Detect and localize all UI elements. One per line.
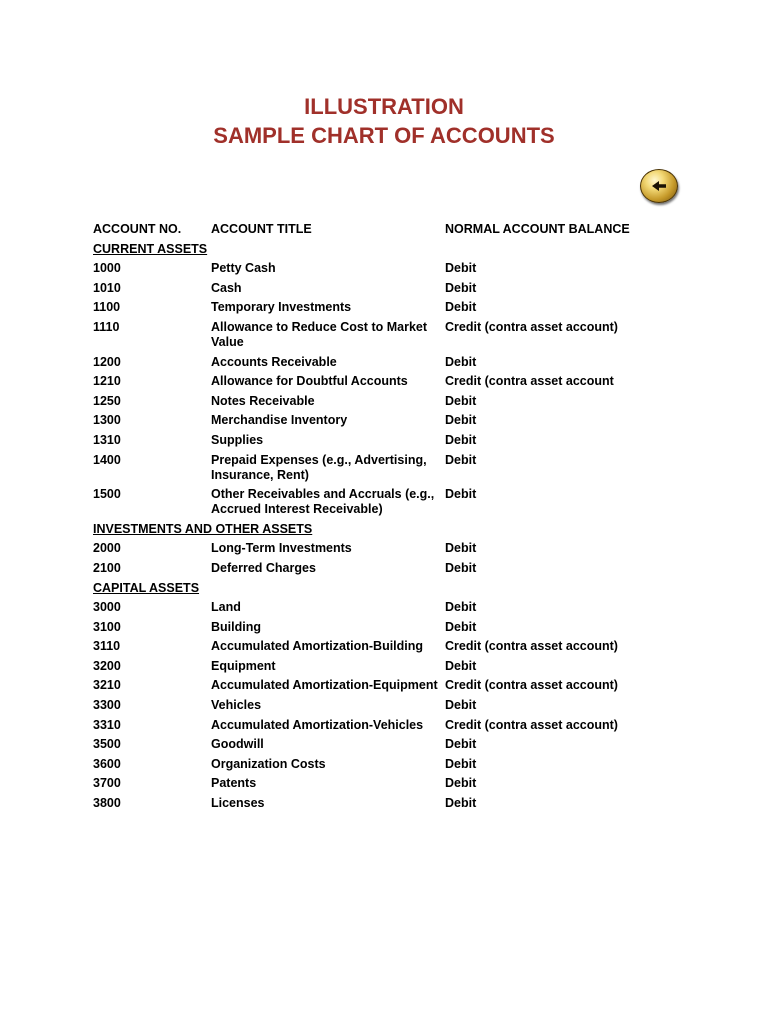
accounts-table (93, 222, 653, 816)
table-row (93, 776, 653, 791)
back-button[interactable] (640, 169, 678, 203)
account-title-cell: Prepaid Expenses (e.g., Advertising, Insurance, Rent) (211, 452, 427, 482)
normal-balance-cell: Credit (contra asset account (445, 374, 614, 389)
account-title-cell: Land (211, 600, 241, 615)
account-no-cell: 1000 (93, 261, 121, 276)
account-no-cell: 1300 (93, 413, 121, 428)
account-title-cell: Allowance for Doubtful Accounts (211, 374, 408, 389)
table-row (93, 698, 653, 713)
normal-balance-cell: Debit (445, 432, 477, 447)
table-row (93, 796, 653, 811)
account-title-cell: Vehicles (211, 698, 262, 713)
normal-balance-cell: Debit (445, 619, 477, 634)
table-row (93, 413, 653, 428)
normal-balance-cell: Debit (445, 413, 477, 428)
normal-balance-cell: Debit (445, 393, 477, 408)
table-row (93, 433, 653, 448)
account-no-cell: 1110 (93, 319, 120, 334)
table-header (93, 222, 653, 237)
sections-container (93, 242, 653, 811)
account-no-cell: 3200 (93, 658, 121, 673)
account-title-cell: Merchandise Inventory (211, 413, 348, 428)
account-no-cell: 3310 (93, 717, 121, 732)
account-title-cell: Deferred Charges (211, 560, 316, 575)
account-title-cell: Other Receivables and Accruals (e.g., Accrued Interest Receivable) (211, 487, 435, 517)
account-title-cell: Goodwill (211, 737, 264, 752)
account-no-cell: 1210 (93, 374, 121, 389)
normal-balance-cell: Debit (445, 280, 477, 295)
normal-balance-cell: Debit (445, 541, 477, 556)
table-row (93, 487, 653, 517)
normal-balance-cell: Debit (445, 796, 477, 811)
normal-balance-cell: Credit (contra asset account) (445, 678, 618, 693)
account-title-cell: Accumulated Amortization-Equipment (211, 678, 438, 693)
table-row (93, 620, 653, 635)
header-account-title: ACCOUNT TITLE (211, 222, 312, 236)
account-no-cell: 3700 (93, 776, 121, 791)
table-row (93, 678, 653, 693)
account-no-cell: 2000 (93, 541, 121, 556)
normal-balance-cell: Credit (contra asset account) (445, 717, 618, 732)
account-title-cell: Petty Cash (211, 261, 276, 276)
normal-balance-cell: Debit (445, 300, 477, 315)
account-no-cell: 1200 (93, 354, 121, 369)
normal-balance-cell: Debit (445, 776, 477, 791)
account-title-cell: Cash (211, 280, 242, 295)
table-row (93, 394, 653, 409)
account-no-cell: 1010 (93, 280, 121, 295)
normal-balance-cell: Debit (445, 354, 477, 369)
table-row (93, 561, 653, 576)
account-title-cell: Building (211, 619, 261, 634)
table-row (93, 737, 653, 752)
account-title-cell: Organization Costs (211, 756, 326, 771)
page-title (0, 92, 768, 150)
account-title-cell: Accounts Receivable (211, 354, 337, 369)
account-title-cell: Allowance to Reduce Cost to Market Value (211, 319, 428, 349)
account-no-cell: 3110 (93, 639, 121, 654)
table-row (93, 281, 653, 296)
account-title-cell: Equipment (211, 658, 276, 673)
section-heading: INVESTMENTS AND OTHER ASSETS (93, 521, 313, 536)
table-row (93, 320, 653, 350)
table-row (93, 300, 653, 315)
title-line-2: SAMPLE CHART OF ACCOUNTS (213, 123, 555, 148)
account-title-cell: Supplies (211, 432, 264, 447)
account-no-cell: 3100 (93, 619, 121, 634)
account-no-cell: 3000 (93, 600, 121, 615)
account-no-cell: 3300 (93, 698, 121, 713)
account-title-cell: Accumulated Amortization-Building (211, 639, 424, 654)
account-no-cell: 2100 (93, 560, 121, 575)
table-row (93, 355, 653, 370)
account-no-cell: 1400 (93, 452, 121, 467)
table-row (93, 374, 653, 389)
header-account-no: ACCOUNT NO. (93, 222, 182, 236)
normal-balance-cell: Debit (445, 658, 477, 673)
account-no-cell: 1100 (93, 300, 121, 315)
account-no-cell: 3210 (93, 678, 121, 693)
normal-balance-cell: Debit (445, 756, 477, 771)
section-heading: CURRENT ASSETS (93, 241, 208, 256)
account-title-cell: Patents (211, 776, 257, 791)
normal-balance-cell: Debit (445, 698, 477, 713)
normal-balance-cell: Debit (445, 560, 477, 575)
back-arrow-icon (650, 179, 668, 193)
account-no-cell: 3600 (93, 756, 121, 771)
table-row (93, 541, 653, 556)
table-row (93, 659, 653, 674)
table-row (93, 261, 653, 276)
normal-balance-cell: Debit (445, 452, 477, 467)
normal-balance-cell: Credit (contra asset account) (445, 319, 618, 334)
table-row (93, 639, 653, 654)
account-no-cell: 3500 (93, 737, 121, 752)
table-row (93, 600, 653, 615)
account-title-cell: Licenses (211, 796, 265, 811)
table-row (93, 453, 653, 483)
title-line-1: ILLUSTRATION (304, 94, 464, 119)
normal-balance-cell: Debit (445, 737, 477, 752)
normal-balance-cell: Debit (445, 261, 477, 276)
table-row (93, 718, 653, 733)
header-normal-balance: NORMAL ACCOUNT BALANCE (445, 222, 630, 236)
account-no-cell: 3800 (93, 796, 121, 811)
section-heading: CAPITAL ASSETS (93, 580, 200, 595)
account-title-cell: Temporary Investments (211, 300, 352, 315)
normal-balance-cell: Credit (contra asset account) (445, 639, 618, 654)
normal-balance-cell: Debit (445, 600, 477, 615)
normal-balance-cell: Debit (445, 487, 477, 502)
account-title-cell: Notes Receivable (211, 393, 315, 408)
account-title-cell: Accumulated Amortization-Vehicles (211, 717, 424, 732)
table-row (93, 757, 653, 772)
account-title-cell: Long-Term Investments (211, 541, 352, 556)
account-no-cell: 1310 (93, 432, 121, 447)
account-no-cell: 1500 (93, 487, 121, 502)
account-no-cell: 1250 (93, 393, 121, 408)
